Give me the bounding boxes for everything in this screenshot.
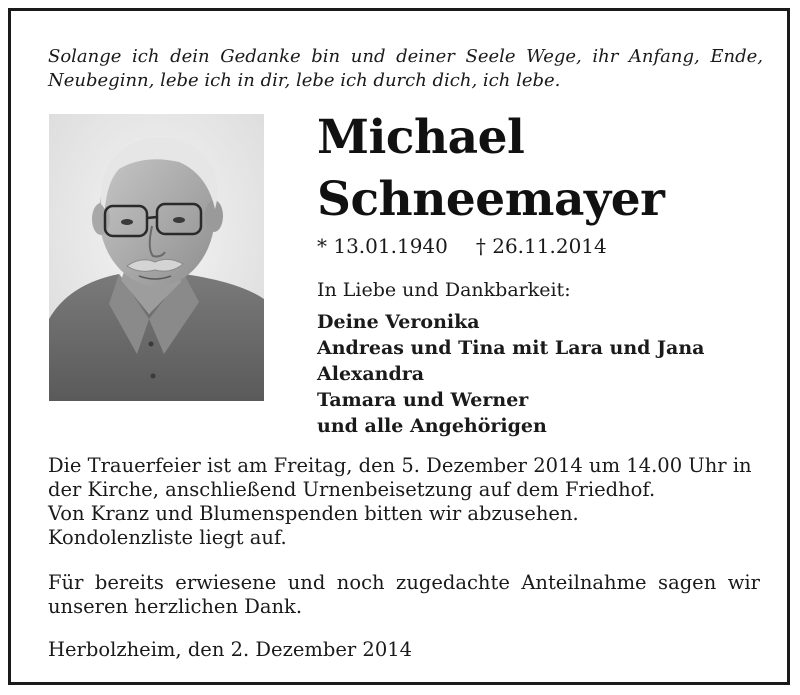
funeral-line: Von Kranz und Blumenspenden bitten wir abzusehen. [48,502,579,525]
memorial-quote: Solange ich dein Gedanke bin und deiner Seele Wege, ihr Anfang, Ende, Neubeginn, lebe ich in dir, lebe ich durch dich, ich lebe. [48,46,763,91]
place-and-date: Herbolzheim, den 2. Dezember 2014 [48,638,413,661]
last-name: Schneemayer [317,172,665,227]
mourner-line: Deine Veronika [317,311,480,333]
life-dates [317,233,607,259]
birth-date: * 13.01.1940 [317,234,448,258]
funeral-line: Kondolenzliste liegt auf. [48,526,287,549]
death-date: † 26.11.2014 [475,234,607,258]
funeral-details [48,454,760,550]
thanks-intro: In Liebe und Dankbarkeit: [317,279,571,301]
mourner-line: Alexandra [317,363,425,385]
funeral-line: der Kirche, anschließend Urnenbeisetzung auf dem Friedhof. [48,478,656,501]
mourner-line: Andreas und Tina mit Lara und Jana [317,337,705,359]
deceased-name [317,107,664,231]
portrait-photo [49,114,264,401]
funeral-line: Die Trauerfeier ist am Freitag, den 5. Dezember 2014 um 14.00 Uhr in [48,454,752,477]
mourner-line: und alle Angehörigen [317,415,547,437]
mourner-line: Tamara und Werner [317,389,529,411]
gratitude-text: Für bereits erwiesene und noch zugedachte Anteilnahme sagen wir unseren herzlichen Dank. [48,571,760,618]
mourners-list [317,309,704,439]
obituary-notice [8,8,790,685]
first-name: Michael [317,110,525,165]
